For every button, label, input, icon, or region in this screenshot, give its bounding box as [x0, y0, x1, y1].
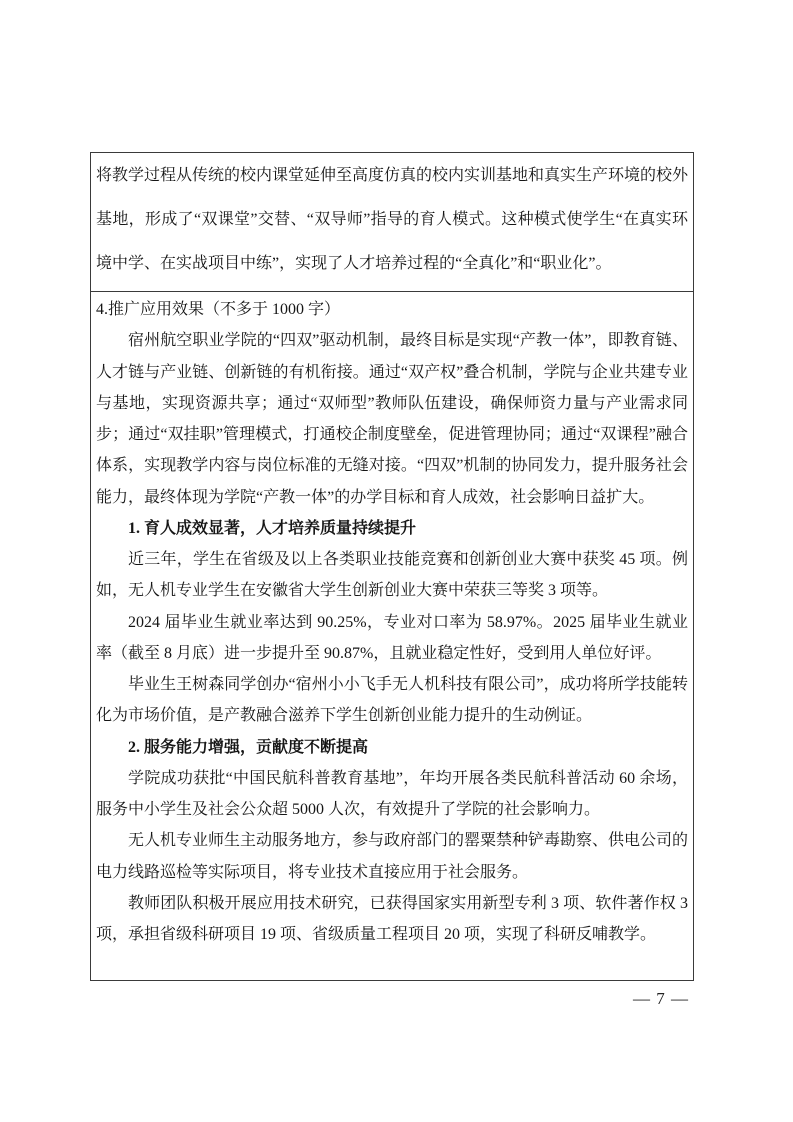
subsection2-paragraph-1: 学院成功获批“中国民航科普教育基地”，年均开展各类民航科普活动 60 余场，服务中小学生及社会公众超 5000 人次，有效提升了学院的社会影响力。 — [96, 769, 688, 818]
section4-field-label: 4.推广应用效果（不多于 1000 字） — [96, 301, 341, 318]
subsection2-paragraph-2: 无人机专业师生主动服务地方，参与政府部门的罂粟禁种铲毒勘察、供电公司的电力线路巡检等实际项目，将专业技术直接应用于社会服务。 — [96, 832, 689, 881]
table-cell-continuation — [91, 153, 693, 292]
continuation-paragraph: 将教学过程从传统的校内课堂延伸至高度仿真的校内实训基地和真实生产环境的校外基地，形成了“双课堂”交替、“双导师”指导的育人模式。这种模式使学生“在真实环境中学、在实战项目中练”，实现了人才培养过程的“全真化”和“职业化”。 — [96, 167, 689, 272]
page-number: — 7 — — [633, 989, 689, 1008]
subsection1-paragraph-1: 近三年，学生在省级及以上各类职业技能竞赛和创新创业大赛中获奖 45 项。例如，无人机专业学生在安徽省大学生创新创业大赛中荣获三等奖 3 项等。 — [96, 551, 688, 600]
subsection2-paragraph-3: 教师团队积极开展应用技术研究，已获得国家实用新型专利 3 项、软件著作权 3 项，承担省级科研项目 19 项、省级质量工程项目 20 项，实现了科研反哺教学。 — [96, 894, 688, 943]
section4-intro-paragraph: 宿州航空职业学院的“四双”驱动机制，最终目标是实现“产教一体”，即教育链、人才链与产业链、创新链的有机衔接。通过“双产权”叠合机制，学院与企业共建专业与基地，实现资源共享；通过“双师型”教师队伍建设，确保师资力量与产业需求同步；通过“双挂职”管理模式，打通校企制度壁垒，促进管理协同；通过“双课程”融合体系，实现教学内容与岗位标准的无缝对接。“四双”机制的协同发力，提升服务社会能力，最终体现为学院“产教一体”的办学目标和育人成效，社会影响日益扩大。 — [96, 332, 688, 506]
subsection1-heading: 1. 育人成效显著，人才培养质量持续提升 — [128, 519, 417, 537]
subsection1-paragraph-2: 2024 届毕业生就业率达到 90.25%，专业对口率为 58.97%。2025 届毕业生就业率（截至 8 月底）进一步提升至 90.87%，且就业稳定性好，受到用人单位好评。 — [96, 613, 688, 662]
table-cell-section4 — [91, 292, 693, 980]
form-table — [90, 152, 694, 981]
subsection2-heading: 2. 服务能力增强，贡献度不断提高 — [128, 738, 369, 756]
subsection1-paragraph-3: 毕业生王树森同学创办“宿州小小飞手无人机科技有限公司”，成功将所学技能转化为市场价值，是产教融合滋养下学生创新创业能力提升的生动例证。 — [96, 676, 688, 725]
